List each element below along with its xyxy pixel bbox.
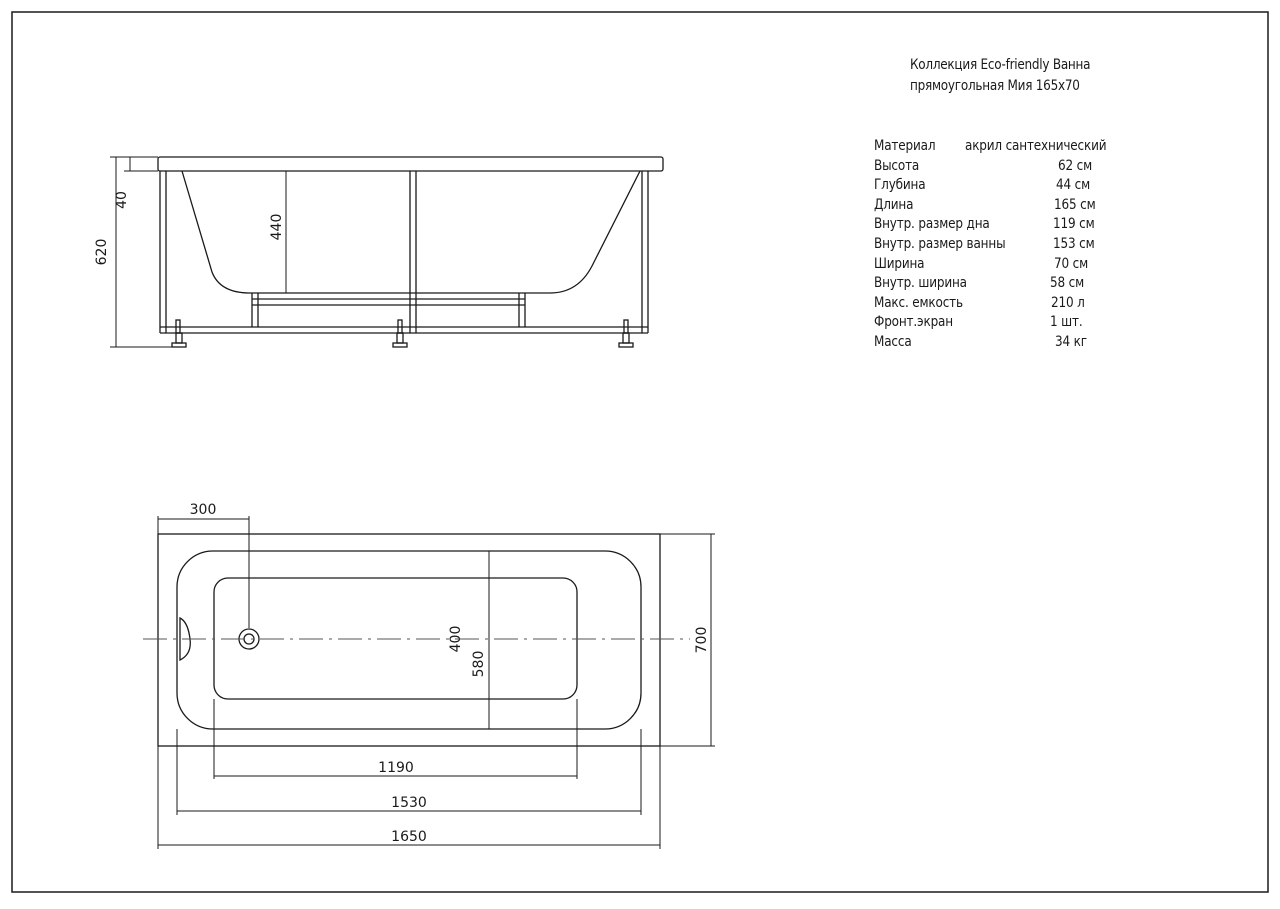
spec-value: акрил сантехнический: [965, 138, 1107, 154]
spec-label: Макс. емкость: [874, 294, 963, 311]
title-line-2: прямоугольная Мия 165x70: [910, 78, 1080, 94]
spec-value: 1 шт.: [1050, 314, 1083, 331]
spec-row-height: [874, 157, 1134, 177]
spec-value: 62 см: [1058, 157, 1092, 174]
spec-value: 153 см: [1053, 235, 1095, 252]
spec-label: Ширина: [874, 255, 925, 272]
spec-value: 44 см: [1056, 177, 1090, 194]
spec-value: 34 кг: [1055, 333, 1087, 350]
spec-label: Высота: [874, 157, 920, 174]
dim-inner-width-label: 580: [471, 650, 487, 678]
plan-dimension-lines: [158, 516, 715, 849]
spec-value: 70 см: [1054, 255, 1088, 272]
spec-row-inner-width: [874, 274, 1134, 294]
spec-label: Глубина: [874, 177, 926, 194]
side-tub-bowl: [182, 171, 640, 293]
spec-table: [874, 137, 1134, 353]
spec-value: 210 л: [1051, 294, 1085, 311]
spec-row-depth: [874, 176, 1134, 196]
spec-label: Внутр. размер дна: [874, 216, 990, 233]
side-elevation-view: [158, 157, 663, 347]
spec-label: Масса: [874, 333, 912, 350]
title-block: [910, 55, 1170, 97]
spec-row-capacity: [874, 294, 1134, 314]
spec-label: Материал: [874, 138, 936, 154]
plan-view: [158, 534, 660, 746]
dim-length-label: 1650: [391, 829, 427, 845]
spec-label: Внутр. ширина: [874, 275, 967, 292]
dim-bottom-width-label: 400: [448, 625, 464, 653]
title-line-1: Коллекция Eco-friendly Ванна: [910, 57, 1091, 73]
spec-row-front-panel: [874, 313, 1134, 333]
spec-row-weight: [874, 333, 1134, 353]
spec-label: Внутр. размер ванны: [874, 235, 1006, 252]
spec-row-bottom-size: [874, 215, 1134, 235]
dim-width-label: 700: [694, 626, 710, 654]
spec-value: 58 см: [1050, 275, 1084, 292]
spec-label: Длина: [874, 196, 914, 213]
side-rim: [158, 157, 663, 171]
spec-row-width: [874, 255, 1134, 275]
spec-row-inner-size: [874, 235, 1134, 255]
dim-total-height-label: 620: [94, 238, 110, 266]
dim-drain-offset-label: 300: [189, 502, 217, 518]
side-dimension-lines: [110, 157, 172, 347]
spec-value: 165 см: [1054, 196, 1096, 213]
spec-row-length: [874, 196, 1134, 216]
plan-outer-rim: [158, 534, 660, 746]
dim-depth-label: 440: [269, 213, 285, 241]
spec-value: 119 см: [1053, 216, 1095, 233]
dim-bottom-length-label: 1190: [378, 760, 414, 776]
spec-row-material: [874, 137, 1134, 157]
spec-label: Фронт.экран: [874, 314, 953, 331]
dim-inner-length-label: 1530: [391, 795, 427, 811]
dim-rim-label: 40: [114, 191, 130, 209]
